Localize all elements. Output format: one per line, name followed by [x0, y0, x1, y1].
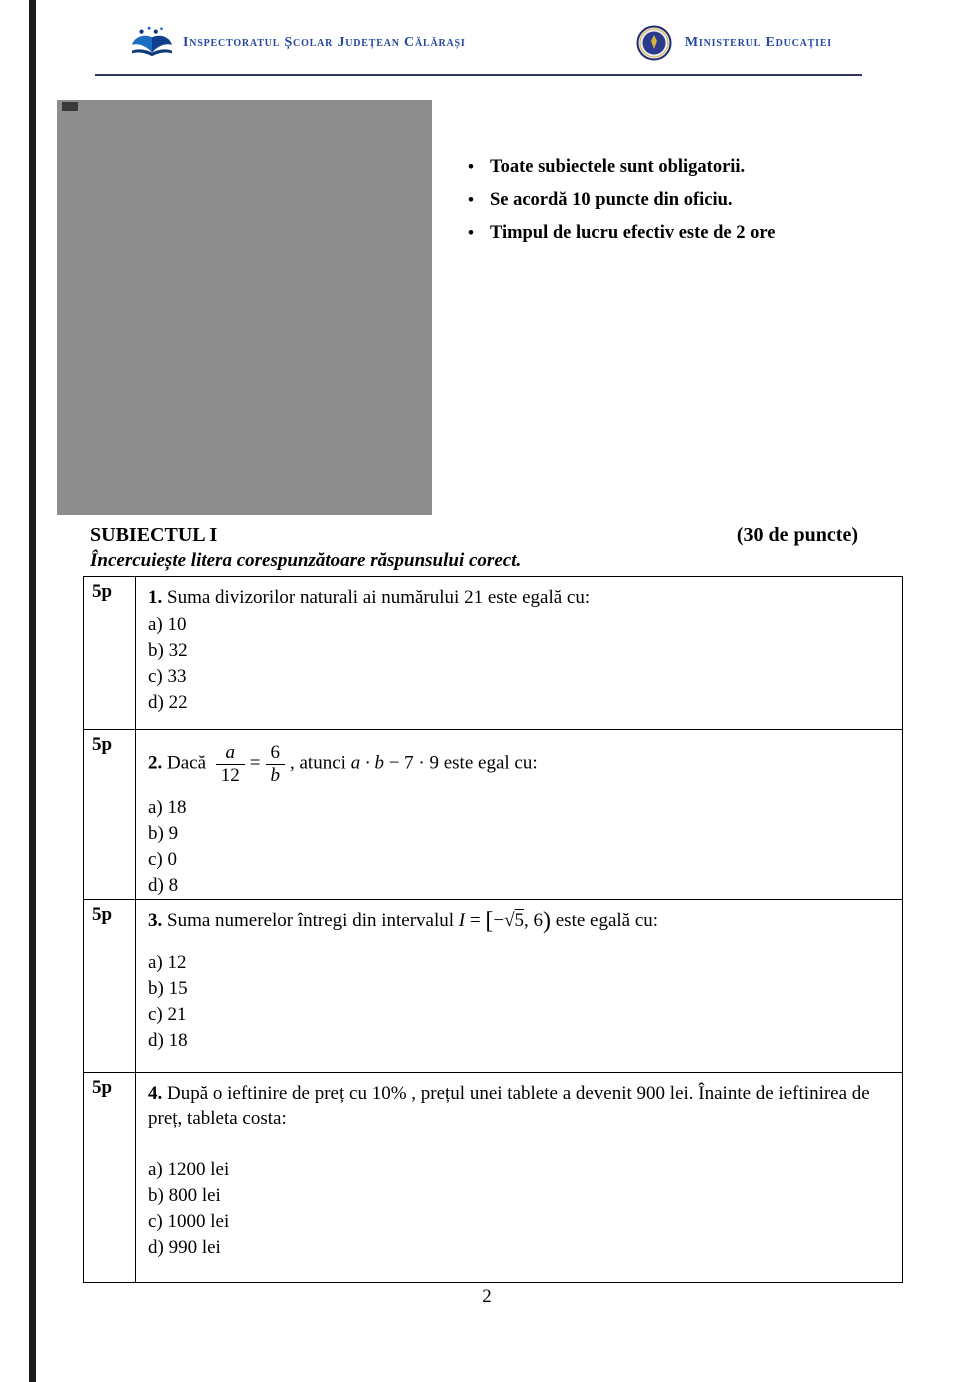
radicand: 5	[514, 909, 524, 931]
question-text	[148, 908, 886, 934]
section-instruction: Încercuiește litera corespunzătoare răspunsului corect.	[90, 550, 522, 571]
section-title: SUBIECTUL I	[90, 524, 218, 546]
option-c: c) 33	[148, 666, 187, 687]
question-row-3	[84, 899, 902, 1072]
question-statement: Suma divizorilor naturali ai numărului 21 este egală cu:	[167, 587, 591, 608]
questions-table	[83, 576, 903, 1283]
question-statement: este egală cu:	[555, 909, 659, 931]
fraction-denominator: b	[270, 764, 280, 786]
option-d: d) 22	[148, 692, 188, 713]
interval-rest: , 6	[524, 909, 543, 931]
fraction-denominator: 12	[220, 764, 240, 786]
equals-sign: =	[249, 752, 261, 774]
inspectorate-name: Inspectoratul Școlar Județean Călărași	[183, 35, 466, 50]
scanned-image-placeholder	[57, 100, 432, 515]
ministry-org	[632, 24, 832, 62]
option-d: d) 8	[148, 874, 179, 896]
minus-sign: −	[493, 909, 505, 931]
scan-edge-artifact	[29, 0, 36, 1382]
option-d: d) 990 lei	[148, 1236, 221, 1258]
question-row-4	[84, 1072, 902, 1282]
question-text	[148, 585, 886, 610]
question-statement: Suma numerelor întregi din intervalul	[167, 909, 455, 931]
bullet-icon: •	[468, 223, 474, 242]
options-list	[148, 612, 886, 716]
interval-variable: I	[458, 909, 466, 931]
open-book-logo-icon	[130, 24, 174, 62]
points-cell: 5p	[84, 577, 136, 729]
ministry-seal-icon	[632, 24, 676, 62]
exam-notices	[468, 157, 775, 256]
notice-item	[468, 190, 775, 210]
notice-item	[468, 157, 775, 177]
section-points: (30 de puncte)	[736, 524, 858, 546]
notice-item	[468, 223, 775, 243]
left-bracket: [	[485, 907, 494, 934]
option-b: b) 15	[148, 977, 188, 999]
equals-sign: =	[469, 909, 481, 931]
question-number: 4.	[148, 1082, 163, 1104]
option-c: c) 1000 lei	[148, 1210, 230, 1232]
header	[95, 24, 862, 62]
question-number: 1.	[148, 587, 163, 608]
right-paren: )	[543, 907, 551, 934]
section-heading	[90, 524, 858, 547]
question-statement: este egal cu:	[443, 752, 538, 774]
option-a: a) 18	[148, 796, 187, 818]
points-cell: 5p	[84, 730, 136, 899]
math-expression: − 7 · 9	[388, 752, 439, 774]
fraction-numerator: 6	[266, 742, 286, 765]
question-cell	[136, 577, 902, 729]
notice-text: Se acordă 10 puncte din oficiu.	[489, 190, 733, 210]
options-list	[148, 795, 886, 899]
option-c: c) 0	[148, 848, 178, 870]
math-expression: a · b	[350, 752, 384, 774]
option-b: b) 32	[148, 640, 188, 661]
option-d: d) 18	[148, 1029, 188, 1051]
option-a: a) 12	[148, 951, 187, 973]
option-b: b) 9	[148, 822, 179, 844]
inspectorate-org	[130, 24, 466, 62]
page-number: 2	[482, 1286, 492, 1307]
question-statement: , atunci	[290, 752, 346, 774]
question-cell	[136, 900, 902, 1072]
fraction	[216, 742, 245, 787]
bullet-icon: •	[468, 157, 474, 176]
notice-text: Timpul de lucru efectiv este de 2 ore	[489, 223, 776, 243]
header-divider	[95, 74, 862, 76]
radical-sign: √	[504, 909, 515, 931]
option-b: b) 800 lei	[148, 1184, 221, 1206]
option-a: a) 1200 lei	[148, 1158, 230, 1180]
question-number: 3.	[148, 909, 163, 931]
question-number: 2.	[148, 752, 163, 774]
scan-smudge	[62, 102, 78, 111]
question-statement: După o ieftinire de preț cu 10% , prețul unei tablete a devenit 900 lei. Înainte de ieftinirea de preț, tableta costa:	[148, 1082, 870, 1129]
question-row-2	[84, 729, 902, 899]
question-row-1	[84, 577, 902, 729]
points-cell: 5p	[84, 900, 136, 1072]
question-statement: Dacă	[167, 752, 207, 774]
options-list	[148, 1157, 886, 1261]
question-cell	[136, 1073, 902, 1282]
options-list	[148, 950, 886, 1054]
fraction-numerator: a	[216, 742, 245, 765]
bullet-icon: •	[468, 190, 474, 209]
notice-text: Toate subiectele sunt obligatorii.	[489, 157, 746, 177]
question-text	[148, 742, 886, 787]
points-cell: 5p	[84, 1073, 136, 1282]
fraction	[266, 742, 286, 787]
question-text	[148, 1081, 886, 1131]
question-cell	[136, 730, 902, 899]
option-c: c) 21	[148, 1003, 187, 1025]
option-a: a) 10	[148, 614, 187, 635]
ministry-name: Ministerul Educației	[684, 35, 832, 50]
